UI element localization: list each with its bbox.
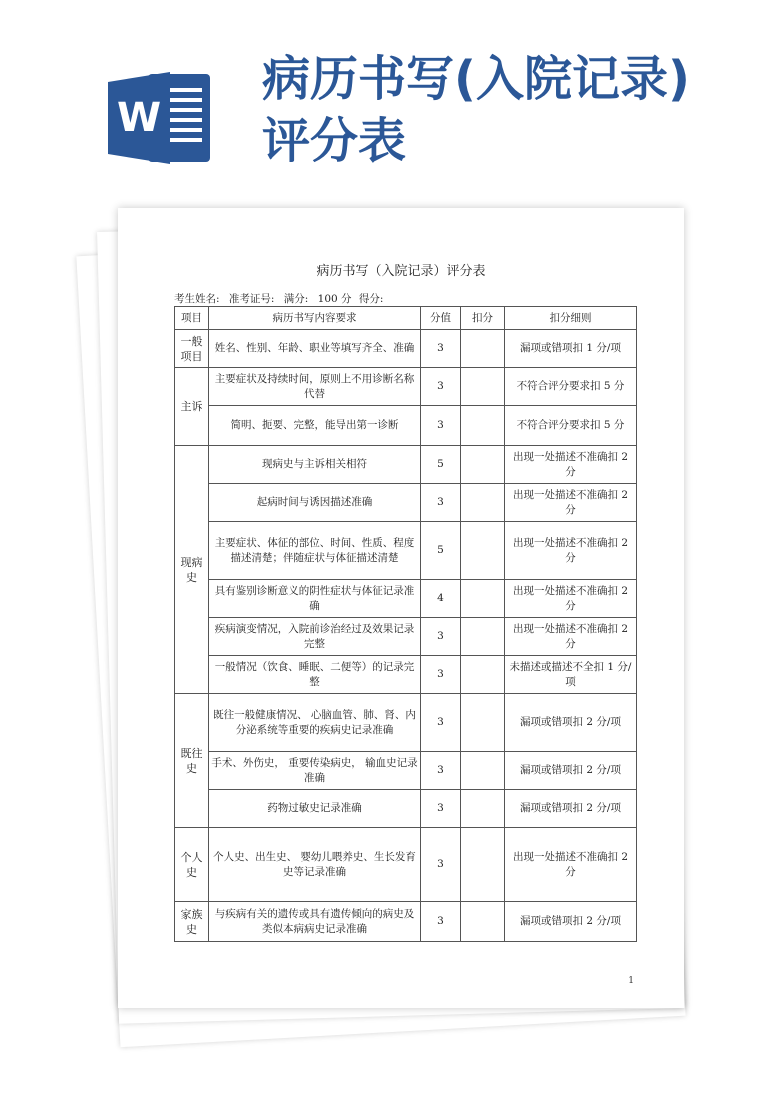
- banner-title: 病历书写(入院记录)评分表: [262, 51, 690, 169]
- document-title: 病历书写（入院记录）评分表: [316, 264, 486, 279]
- points-cell: 3: [421, 790, 461, 828]
- requirement-cell: 姓名、性别、年龄、职业等填写齐全、准确: [209, 330, 421, 368]
- points-cell: 5: [421, 446, 461, 484]
- points-cell: 3: [421, 618, 461, 656]
- table-row: [175, 828, 637, 902]
- score-label: 得分:: [358, 293, 384, 305]
- deduction-cell[interactable]: [461, 828, 505, 902]
- requirement-cell: 药物过敏史记录准确: [209, 790, 421, 828]
- table-row: [175, 618, 637, 656]
- table-row: [175, 522, 637, 580]
- deduction-cell[interactable]: [461, 368, 505, 406]
- table-row: [175, 580, 637, 618]
- deduction-cell[interactable]: [461, 522, 505, 580]
- points-cell: 4: [421, 580, 461, 618]
- group-past: 既往史: [175, 694, 209, 828]
- requirement-cell: 一般情况（饮食、睡眠、二便等）的记录完整: [209, 656, 421, 694]
- requirement-cell: 简明、扼要、完整，能导出第一诊断: [209, 406, 421, 446]
- rule-cell: 漏项或错项扣 2 分/项: [505, 902, 637, 942]
- rule-cell: 不符合评分要求扣 5 分: [505, 368, 637, 406]
- rule-cell: 漏项或错项扣 2 分/项: [505, 790, 637, 828]
- rule-cell: 出现一处描述不准确扣 2 分: [505, 522, 637, 580]
- rule-cell: 出现一处描述不准确扣 2 分: [505, 446, 637, 484]
- points-cell: 3: [421, 656, 461, 694]
- table-row: [175, 656, 637, 694]
- requirement-cell: 现病史与主诉相关相符: [209, 446, 421, 484]
- requirement-cell: 个人史、出生史、 婴幼儿喂养史、生长发育史等记录准确: [209, 828, 421, 902]
- rule-cell: 漏项或错项扣 1 分/项: [505, 330, 637, 368]
- full-score-label: 满分:: [283, 293, 309, 305]
- group-family: 家族史: [175, 902, 209, 942]
- points-cell: 3: [421, 484, 461, 522]
- table-row: [175, 484, 637, 522]
- deduction-cell[interactable]: [461, 618, 505, 656]
- header-item: 项目: [175, 307, 209, 330]
- rule-cell: 未描述或描述不全扣 1 分/项: [505, 656, 637, 694]
- table-row: [175, 790, 637, 828]
- rule-cell: 漏项或错项扣 2 分/项: [505, 752, 637, 790]
- points-cell: 3: [421, 828, 461, 902]
- exam-info-line: [174, 291, 389, 306]
- rule-cell: 出现一处描述不准确扣 2 分: [505, 580, 637, 618]
- group-chief: 主诉: [175, 368, 209, 446]
- page-number: 1: [628, 976, 634, 986]
- requirement-cell: 主要症状及持续时间，原则上不用诊断名称代替: [209, 368, 421, 406]
- points-cell: 3: [421, 902, 461, 942]
- word-icon: [108, 68, 212, 168]
- deduction-cell[interactable]: [461, 406, 505, 446]
- header-points: 分值: [421, 307, 461, 330]
- requirement-cell: 具有鉴别诊断意义的阴性症状与体征记录准确: [209, 580, 421, 618]
- table-row: [175, 694, 637, 752]
- header-rule: 扣分细则: [505, 307, 637, 330]
- svg-text:W: W: [116, 95, 162, 141]
- requirement-cell: 手术、外伤史， 重要传染病史， 输血史记录准确: [209, 752, 421, 790]
- points-cell: 3: [421, 694, 461, 752]
- requirement-cell: 主要症状、体征的部位、时间、性质、程度描述清楚；伴随症状与体征描述清楚: [209, 522, 421, 580]
- requirement-cell: 起病时间与诱因描述准确: [209, 484, 421, 522]
- header-deduction: 扣分: [461, 307, 505, 330]
- deduction-cell[interactable]: [461, 656, 505, 694]
- document-page: [118, 208, 684, 1008]
- points-cell: 3: [421, 368, 461, 406]
- requirement-cell: 既往一般健康情况、 心脑血管、肺、肾、内分泌系统等重要的疾病史记录准确: [209, 694, 421, 752]
- points-cell: 3: [421, 406, 461, 446]
- header-requirement: 病历书写内容要求: [209, 307, 421, 330]
- requirement-cell: 与疾病有关的遗传或具有遗传倾向的病史及类似本病病史记录准确: [209, 902, 421, 942]
- table-row: [175, 330, 637, 368]
- table-row: [175, 368, 637, 406]
- group-general: 一般项目: [175, 330, 209, 368]
- points-cell: 3: [421, 752, 461, 790]
- deduction-cell[interactable]: [461, 694, 505, 752]
- table-header-row: [175, 307, 637, 330]
- deduction-cell[interactable]: [461, 484, 505, 522]
- table-row: [175, 752, 637, 790]
- table-row: [175, 406, 637, 446]
- deduction-cell[interactable]: [461, 330, 505, 368]
- rule-cell: 出现一处描述不准确扣 2 分: [505, 618, 637, 656]
- full-score-value: 100 分: [317, 293, 352, 305]
- exam-number-label: 准考证号:: [228, 293, 275, 305]
- rule-cell: 不符合评分要求扣 5 分: [505, 406, 637, 446]
- points-cell: 5: [421, 522, 461, 580]
- scoring-table: [174, 306, 637, 942]
- table-row: [175, 446, 637, 484]
- deduction-cell[interactable]: [461, 902, 505, 942]
- points-cell: 3: [421, 330, 461, 368]
- rule-cell: 漏项或错项扣 2 分/项: [505, 694, 637, 752]
- deduction-cell[interactable]: [461, 446, 505, 484]
- deduction-cell[interactable]: [461, 790, 505, 828]
- table-row: [175, 902, 637, 942]
- requirement-cell: 疾病演变情况，入院前诊治经过及效果记录完整: [209, 618, 421, 656]
- rule-cell: 出现一处描述不准确扣 2 分: [505, 484, 637, 522]
- deduction-cell[interactable]: [461, 580, 505, 618]
- rule-cell: 出现一处描述不准确扣 2 分: [505, 828, 637, 902]
- candidate-name-label: 考生姓名:: [174, 293, 220, 305]
- group-present: 现病史: [175, 446, 209, 694]
- deduction-cell[interactable]: [461, 752, 505, 790]
- group-personal: 个人史: [175, 828, 209, 902]
